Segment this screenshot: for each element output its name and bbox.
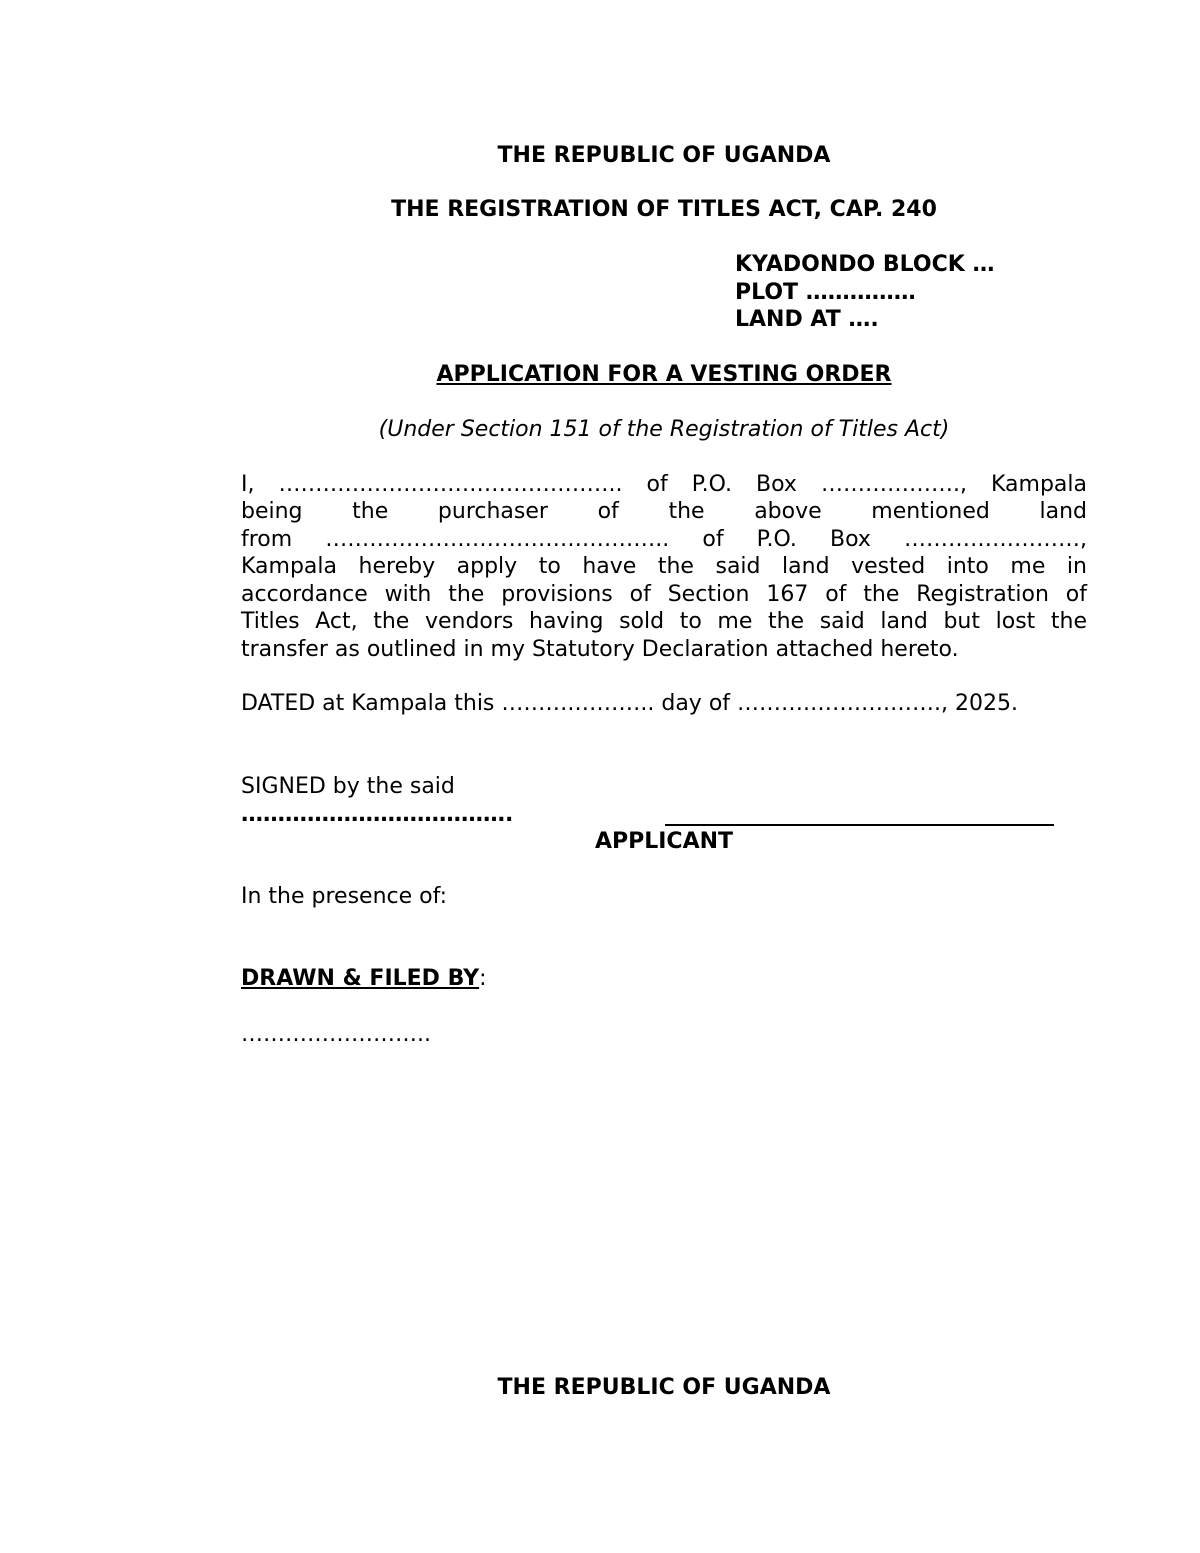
act-heading: THE REGISTRATION OF TITLES ACT, CAP. 240 xyxy=(391,197,937,222)
application-title: APPLICATION FOR A VESTING ORDER xyxy=(436,362,892,387)
body-line: accordance with the provisions of Section 167 of the Registration of xyxy=(241,582,1087,607)
drawn-by-dots: …………………….. xyxy=(241,1022,431,1047)
footer-republic-heading: THE REPUBLIC OF UGANDA xyxy=(497,1375,831,1400)
drawn-filed-by-colon: : xyxy=(479,966,487,991)
applicant-label: APPLICANT xyxy=(594,829,734,854)
signature-line xyxy=(665,824,1054,826)
body-line: being the purchaser of the above mentioned land xyxy=(241,499,1087,524)
land-block: KYADONDO BLOCK … xyxy=(735,252,995,277)
presence-label: In the presence of: xyxy=(241,884,447,909)
signer-name-dots: ………………………………. xyxy=(241,802,514,827)
drawn-filed-by xyxy=(241,965,487,993)
body-line: Kampala hereby apply to have the said land vested into me in xyxy=(241,554,1087,579)
application-subtitle: (Under Section 151 of the Registration of Titles Act) xyxy=(378,417,950,442)
drawn-filed-by-label: DRAWN & FILED BY xyxy=(241,966,480,991)
body-line-last: transfer as outlined in my Statutory Declaration attached hereto. xyxy=(241,637,959,662)
body-line: I, ……………………………………….. of P.O. Box ………………., Kampala xyxy=(241,472,1087,497)
body-line: Titles Act, the vendors having sold to me the said land but lost the xyxy=(241,609,1087,634)
signed-by-label: SIGNED by the said xyxy=(241,774,455,799)
land-at: LAND AT …. xyxy=(735,307,879,332)
land-plot: PLOT …………… xyxy=(735,280,916,305)
republic-heading: THE REPUBLIC OF UGANDA xyxy=(497,143,831,168)
body-line: from ……………………………………….. of P.O. Box ……………………, xyxy=(241,527,1087,552)
dated-line: DATED at Kampala this ……….……….. day of ……….…….….……., 2025. xyxy=(241,691,1018,716)
